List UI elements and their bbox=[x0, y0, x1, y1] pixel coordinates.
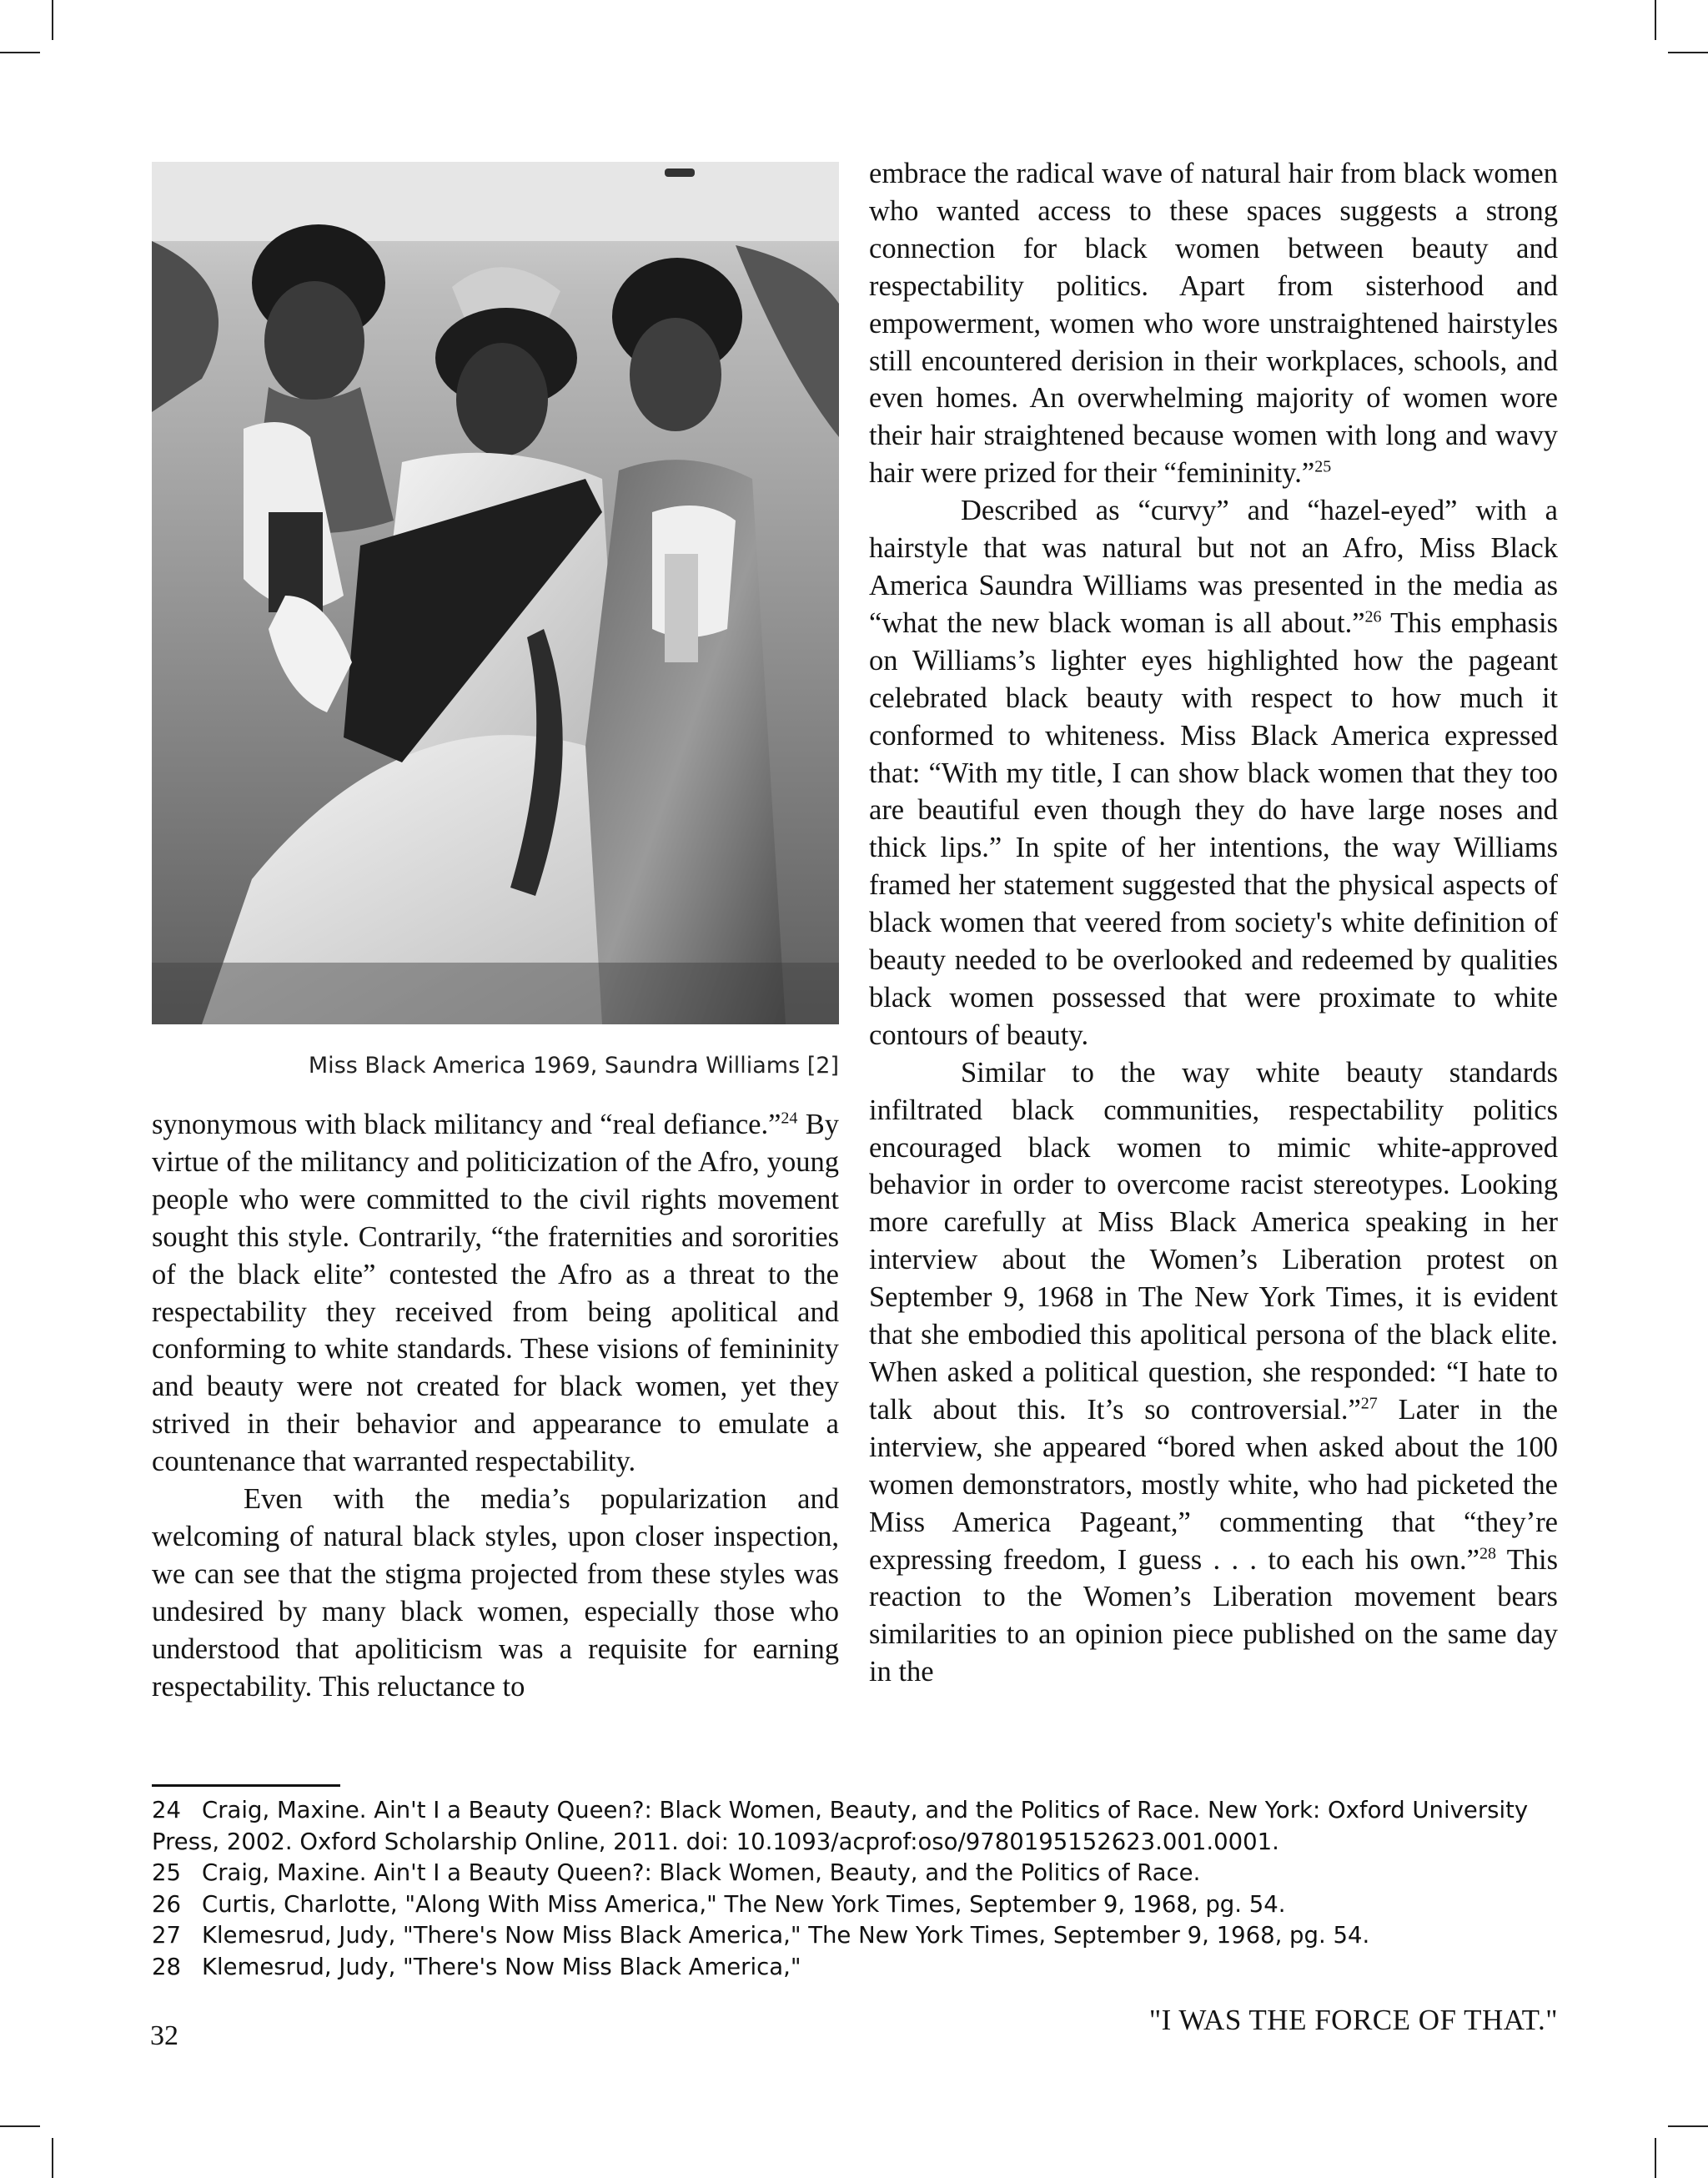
footnote-ref[interactable]: 28 bbox=[1479, 1544, 1496, 1563]
paragraph: Even with the media’s popularization and welcoming of natural black styles, upon closer inspection, we can see that the stigma projected from these styles was undesired by many black women, especially those who understood that apoliticism was a requisite for earning respectability. This reluctance to bbox=[152, 1483, 839, 1703]
photo-illustration bbox=[152, 162, 839, 1024]
footnotes bbox=[152, 1795, 1558, 1983]
footnote bbox=[152, 1952, 1558, 1984]
footnote-ref[interactable]: 25 bbox=[1314, 457, 1332, 476]
crop-mark bbox=[0, 52, 40, 53]
crop-mark bbox=[1655, 2138, 1656, 2178]
footnote-ref[interactable]: 24 bbox=[781, 1109, 798, 1128]
footnote-text: Craig, Maxine. Ain't I a Beauty Queen?: Black Women, Beauty, and the Politics of Race. bbox=[202, 1859, 1201, 1886]
crop-mark bbox=[1668, 52, 1708, 53]
footnote-number: 25 bbox=[152, 1859, 181, 1886]
footnote-text: Curtis, Charlotte, "Along With Miss America," The New York Times, September 9, 1968, pg. 54. bbox=[202, 1890, 1286, 1918]
footnote-text: Craig, Maxine. Ain't I a Beauty Queen?: Black Women, Beauty, and the Politics of Race. New York: Oxford University Press, 2002. Oxford Scholarship Online, 2011. doi: 10.1093/acprof:oso/9780195152623.001.0001. bbox=[152, 1797, 1529, 1855]
paragraph-text: Similar to the way white beauty standards infiltrated black communities, respectability politics encouraged black women to mimic white-approved behavior in order to overcome racist stereotypes. Looking more carefully at Miss Black America speaking in her interview about the Women’s Liberation protest on September 9, 1968 in The New York Times, it is evident that she embodied this apolitical persona of the black elite. When asked a political question, she responded: “I hate to talk about this. It’s so controversial.” bbox=[869, 1056, 1558, 1426]
footnote-divider bbox=[152, 1784, 340, 1787]
footnote bbox=[152, 1889, 1558, 1921]
footnote-ref[interactable]: 26 bbox=[1364, 607, 1382, 626]
photo-caption: Miss Black America 1969, Saundra Williams [2] bbox=[308, 1053, 839, 1079]
paragraph-text: This reaction to the Women’s Liberation movement bears similarities to an opinion piece published on the same day in the bbox=[869, 1543, 1558, 1688]
footnote-number: 24 bbox=[152, 1797, 181, 1823]
crop-mark bbox=[52, 0, 53, 40]
footnote bbox=[152, 1795, 1558, 1858]
right-column bbox=[869, 155, 1558, 1691]
footnote-ref[interactable]: 27 bbox=[1360, 1394, 1378, 1413]
footnote-text: Klemesrud, Judy, "There's Now Miss Black America," The New York Times, September 9, 1968, pg. 54. bbox=[202, 1922, 1370, 1949]
crop-mark bbox=[0, 2125, 40, 2127]
footnote-number: 27 bbox=[152, 1922, 181, 1949]
paragraph-text: Described as “curvy” and “hazel-eyed” with a hairstyle that was natural but not an Afro, Miss Black America Saundra Williams was presented in the media as “what the new black woman is all about.” bbox=[869, 495, 1558, 639]
paragraph-text: Later in the interview, she appeared “bored when asked about the 100 women demonstrators, mostly white, who had picketed the Miss America Pageant,” commenting that “they’re expressing freedom, I guess . . . to each his own.” bbox=[869, 1393, 1558, 1576]
paragraph bbox=[869, 155, 1558, 492]
footnote bbox=[152, 1858, 1558, 1889]
footnote-number: 28 bbox=[152, 1953, 181, 1980]
footnote-text: Klemesrud, Judy, "There's Now Miss Black America," bbox=[202, 1953, 801, 1980]
footnote bbox=[152, 1920, 1558, 1952]
paragraph bbox=[869, 1054, 1558, 1691]
paragraph-text: This emphasis on Williams’s lighter eyes highlighted how the pageant celebrated black beauty with respect to how much it conformed to whiteness. Miss Black America expressed that: “With my title, I can show black women that they too are beautiful even though they do have large noses and thick lips.” In spite of her intentions, the way Williams framed her statement suggested that the physical aspects of black women that veered from society's white definition of beauty needed to be overlooked and redeemed by qualities black women possessed that were proximate to white contours of beauty. bbox=[869, 606, 1558, 1051]
running-title: "I WAS THE FORCE OF THAT." bbox=[1148, 2004, 1558, 2036]
crop-mark bbox=[52, 2138, 53, 2178]
paragraph-text: embrace the radical wave of natural hair from black women who wanted access to these spaces suggests a strong connection for black women between beauty and respectability politics. Apart from sisterhood and empowerment, women who wore unstraightened hairstyles still encountered derision in their workplaces, schools, and even homes. An overwhelming majority of women wore their hair straightened because women with long and wavy hair were prized for their “femininity.” bbox=[869, 158, 1558, 490]
paragraph-text: By virtue of the militancy and politicization of the Afro, young people who were committed to the civil rights movement sought this style. Contrarily, “the fraternities and sororities of the black elite” contested the Afro as a threat to the respectability they received from being apolitical and conforming to white standards. These visions of femininity and beauty were not created for black women, yet they strived in their behavior and appearance to emulate a countenance that warranted respectability. bbox=[152, 1109, 840, 1478]
photo bbox=[152, 162, 839, 1024]
paragraph bbox=[869, 492, 1558, 1054]
crop-mark bbox=[1668, 2125, 1708, 2127]
left-column bbox=[152, 1106, 839, 1706]
page-number: 32 bbox=[150, 2020, 178, 2051]
paragraph-text: synonymous with black militancy and “real defiance.” bbox=[152, 1109, 781, 1140]
footnote-number: 26 bbox=[152, 1890, 181, 1918]
crop-mark bbox=[1655, 0, 1656, 40]
paragraph bbox=[152, 1106, 839, 1481]
